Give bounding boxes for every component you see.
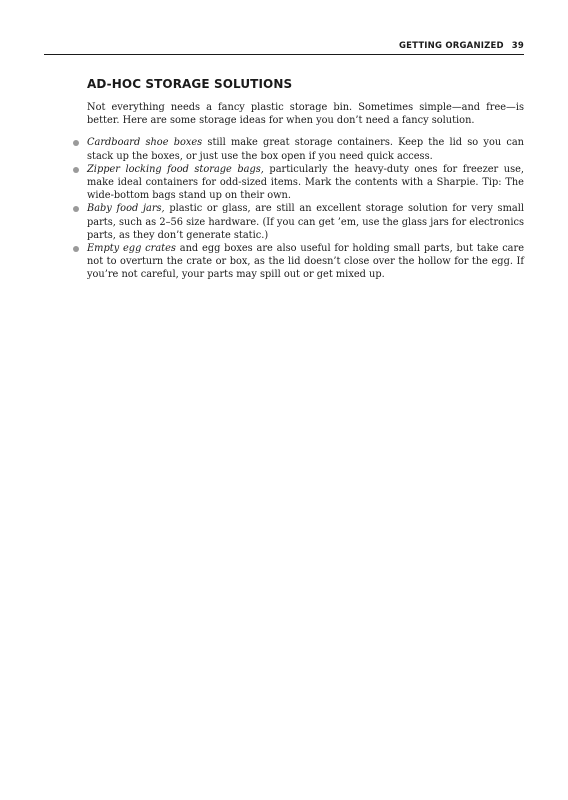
- list-item-baby-food-jars: [87, 202, 524, 242]
- chapter-title: GETTING ORGANIZED: [398, 41, 504, 51]
- page-content: [87, 76, 524, 282]
- bullet-icon: [73, 206, 79, 212]
- bullet-icon: [73, 246, 79, 252]
- list-item-text: plastic or glass, are still an excellent storage solution for very small parts, such as 2–56 size hardware. (If you can get ’em, use the glass jars for electronics parts, as they don’t generate static.): [87, 203, 524, 241]
- storage-ideas-list: [87, 136, 524, 281]
- list-item-lead: Cardboard shoe boxes: [87, 137, 203, 149]
- list-item-shoe-boxes: [87, 136, 524, 162]
- running-head: [44, 41, 524, 55]
- list-item-text: still make great storage containers. Keep the lid so you can stack up the boxes, or just use the box open if you need quick access.: [87, 137, 524, 162]
- list-item-lead: Empty egg crates: [87, 243, 176, 255]
- list-item-storage-bags: [87, 163, 524, 203]
- list-item-lead: Zipper locking food storage bags,: [87, 163, 264, 175]
- bullet-icon: [73, 140, 79, 146]
- page-number: 39: [511, 41, 524, 51]
- list-item-lead: Baby food jars,: [87, 203, 165, 215]
- list-item-text: particularly the heavy-duty ones for freezer use, make ideal containers for odd-sized items. Mark the contents with a Sharpie. Tip: The wide-bottom bags stand up on their own.: [87, 163, 525, 202]
- list-item-text: and egg boxes are also useful for holding small parts, but take care not to overturn the crate or box, as the lid doesn’t close over the hollow for the egg. If you’re not careful, your parts may spill out or get mixed up.: [87, 243, 524, 281]
- intro-paragraph: Not everything needs a fancy plastic storage bin. Sometimes simple—and free—is better. Here are some storage ideas for when you don’t need a fancy solution.: [87, 102, 524, 127]
- section-title: AD-HOC STORAGE SOLUTIONS: [87, 77, 293, 91]
- list-item-egg-crates: [87, 242, 524, 282]
- bullet-icon: [73, 167, 79, 173]
